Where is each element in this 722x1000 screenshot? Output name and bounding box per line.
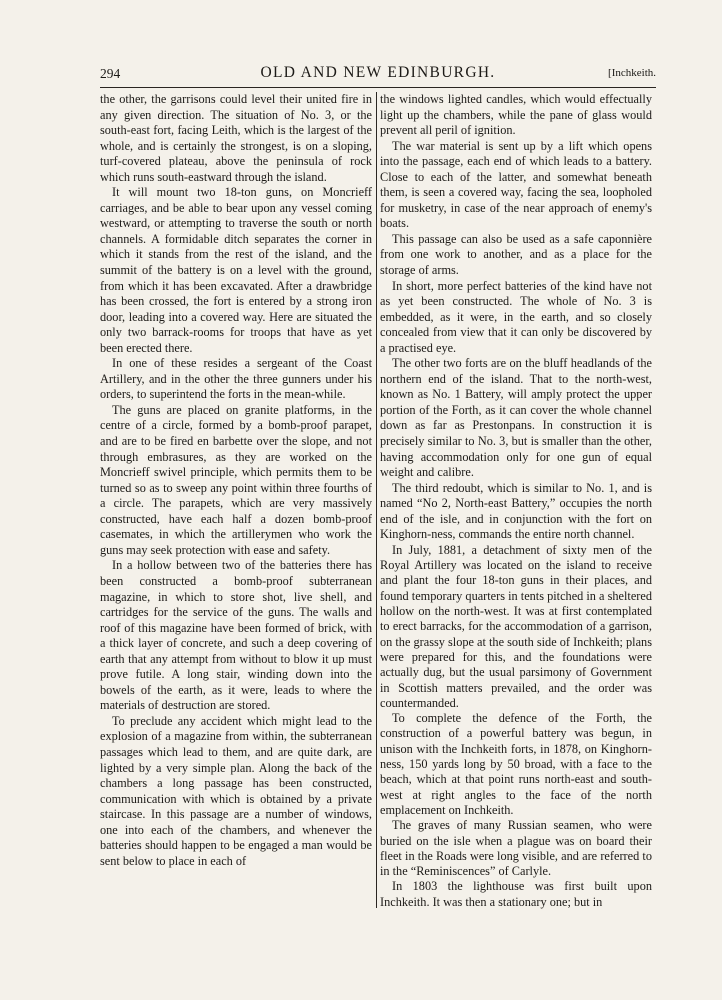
paragraph: To complete the defence of the Forth, the construction of a powerful battery was begun, in unison with the Inchkeith forts, in 1878, on Kinghorn-ness, 150 yards long by 50 broad, with a face to the beach, which at that point runs north-east and south-west at right angles to the face of the north emplacement on Inchkeith. — [380, 711, 652, 817]
right-column — [380, 92, 652, 910]
paragraph: The graves of many Russian seamen, who were buried on the isle when a plague was on board their fleet in the Roads were long visible, and are referred to in the “Reminiscences” of Carlyle. — [380, 818, 652, 879]
paragraph: the windows lighted candles, which would effectually light up the chambers, while the pane of glass would prevent all peril of ignition. — [380, 92, 652, 138]
left-column — [100, 92, 372, 869]
paragraph: In short, more perfect batteries of the kind have not as yet been constructed. The whole of No. 3 is embedded, as it were, in the earth, and so closely concealed from view that it can only be discovered by a practised eye. — [380, 278, 652, 355]
section-label: [Inchkeith. — [608, 67, 656, 79]
paragraph: The third redoubt, which is similar to No. 1, and is named “No 2, North-east Battery,” occupies the north end of the isle, and in conjunction with the fort on Kinghorn-ness, commands the entire north channel. — [380, 480, 652, 542]
paragraph: The guns are placed on granite platforms, in the centre of a circle, formed by a bomb-proof parapet, and are to be fired en barbette over the slope, and not through embrasures, as they are worked on the Moncrieff swivel principle, which permits them to be turned so as to sweep any point within three fourths of a circle. The parapets, which are very massively constructed, have each half a dozen bomb-proof casemates, in which the artillerymen who work the guns may seek protection with ease and safety. — [100, 402, 372, 557]
paragraph: The other two forts are on the bluff headlands of the northern end of the island. That to the north-west, known as No. 1 Battery, will amply protect the upper portion of the Forth, as it can cover the whole channel down as far as Prestonpans. In construction it is precisely similar to No. 3, but is smaller than the other, having accommodation only for one gun of equal weight and calibre. — [380, 356, 652, 480]
running-title: OLD AND NEW EDINBURGH. — [260, 64, 496, 81]
paragraph: The war material is sent up by a lift which opens into the passage, each end of which leads to a battery. Close to each of the latter, and somewhat beneath them, is seen a covered way, facing the sea, loopholed for musketry, in case of the near approach of enemy's boats. — [380, 138, 652, 231]
page-number: 294 — [100, 66, 121, 81]
column-divider — [376, 92, 377, 908]
paragraph: In July, 1881, a detachment of sixty men of the Royal Artillery was located on the island to receive and plant the four 18-ton guns in their places, and found temporary quarters in tents pitched in a sheltered hollow on the north-west. It was at first contemplated to erect barracks, for the accommodation of a garrison, on the grassy slope at the south side of Inchkeith; plans were prepared for this, and the foundations were actually dug, but the usual parsimony of Government in Scottish matters prevailed, and the order was countermanded. — [380, 542, 652, 710]
paragraph: the other, the garrisons could level their united fire in any given direction. The situation of No. 3, or the south-east fort, facing Leith, which is the largest of the whole, and is certainly the strongest, is on a sloping, turf-covered plateau, above the peninsula of rock which runs south-eastward through the island. — [100, 92, 372, 184]
paragraph: It will mount two 18-ton guns, on Moncrieff carriages, and be able to bear upon any vessel coming westward, or attempting to traverse the south or north channels. A formidable ditch separates the corner in which it stands from the rest of the island, and the summit of the battery is on a level with the ground, from which it has been excavated. After a drawbridge has been crossed, the fort is entered by a strong iron door, leading into a covered way. Here are situated the only two barrack-rooms for troops that have as yet been erected there. — [100, 185, 372, 355]
paragraph: In one of these resides a sergeant of the Coast Artillery, and in the other the three gunners under his orders, to superintend the forts in the mean-while. — [100, 356, 372, 402]
paragraph: This passage can also be used as a safe caponnière from one work to another, and as a place for the storage of arms. — [380, 231, 652, 278]
header-rule — [100, 87, 656, 88]
paragraph: In 1803 the lighthouse was first built upon Inchkeith. It was then a stationary one; but in — [380, 879, 652, 909]
paragraph: To preclude any accident which might lead to the explosion of a magazine from within, the subterranean passages which lead to them, and are quite dark, are lighted by a very simple plan. Along the back of the chambers a long passage has been constructed, communication with which is obtained by a private staircase. In this passage are a number of windows, one into each of the chambers, and whenever the batteries should happen to be engaged a man would be sent below to place in each of — [100, 713, 372, 868]
page-header — [100, 64, 656, 86]
paragraph: In a hollow between two of the batteries there has been constructed a bomb-proof subterranean magazine, in which to store shot, live shell, and cartridges for the service of the guns. The walls and roof of this magazine have been formed of brick, with a thick layer of concrete, and such a deep covering of earth that any attempt from without to blow it up must prove futile. A long stair, winding down into the bowels of the earth, as it were, leads to where the materials of destruction are stored. — [100, 558, 372, 713]
